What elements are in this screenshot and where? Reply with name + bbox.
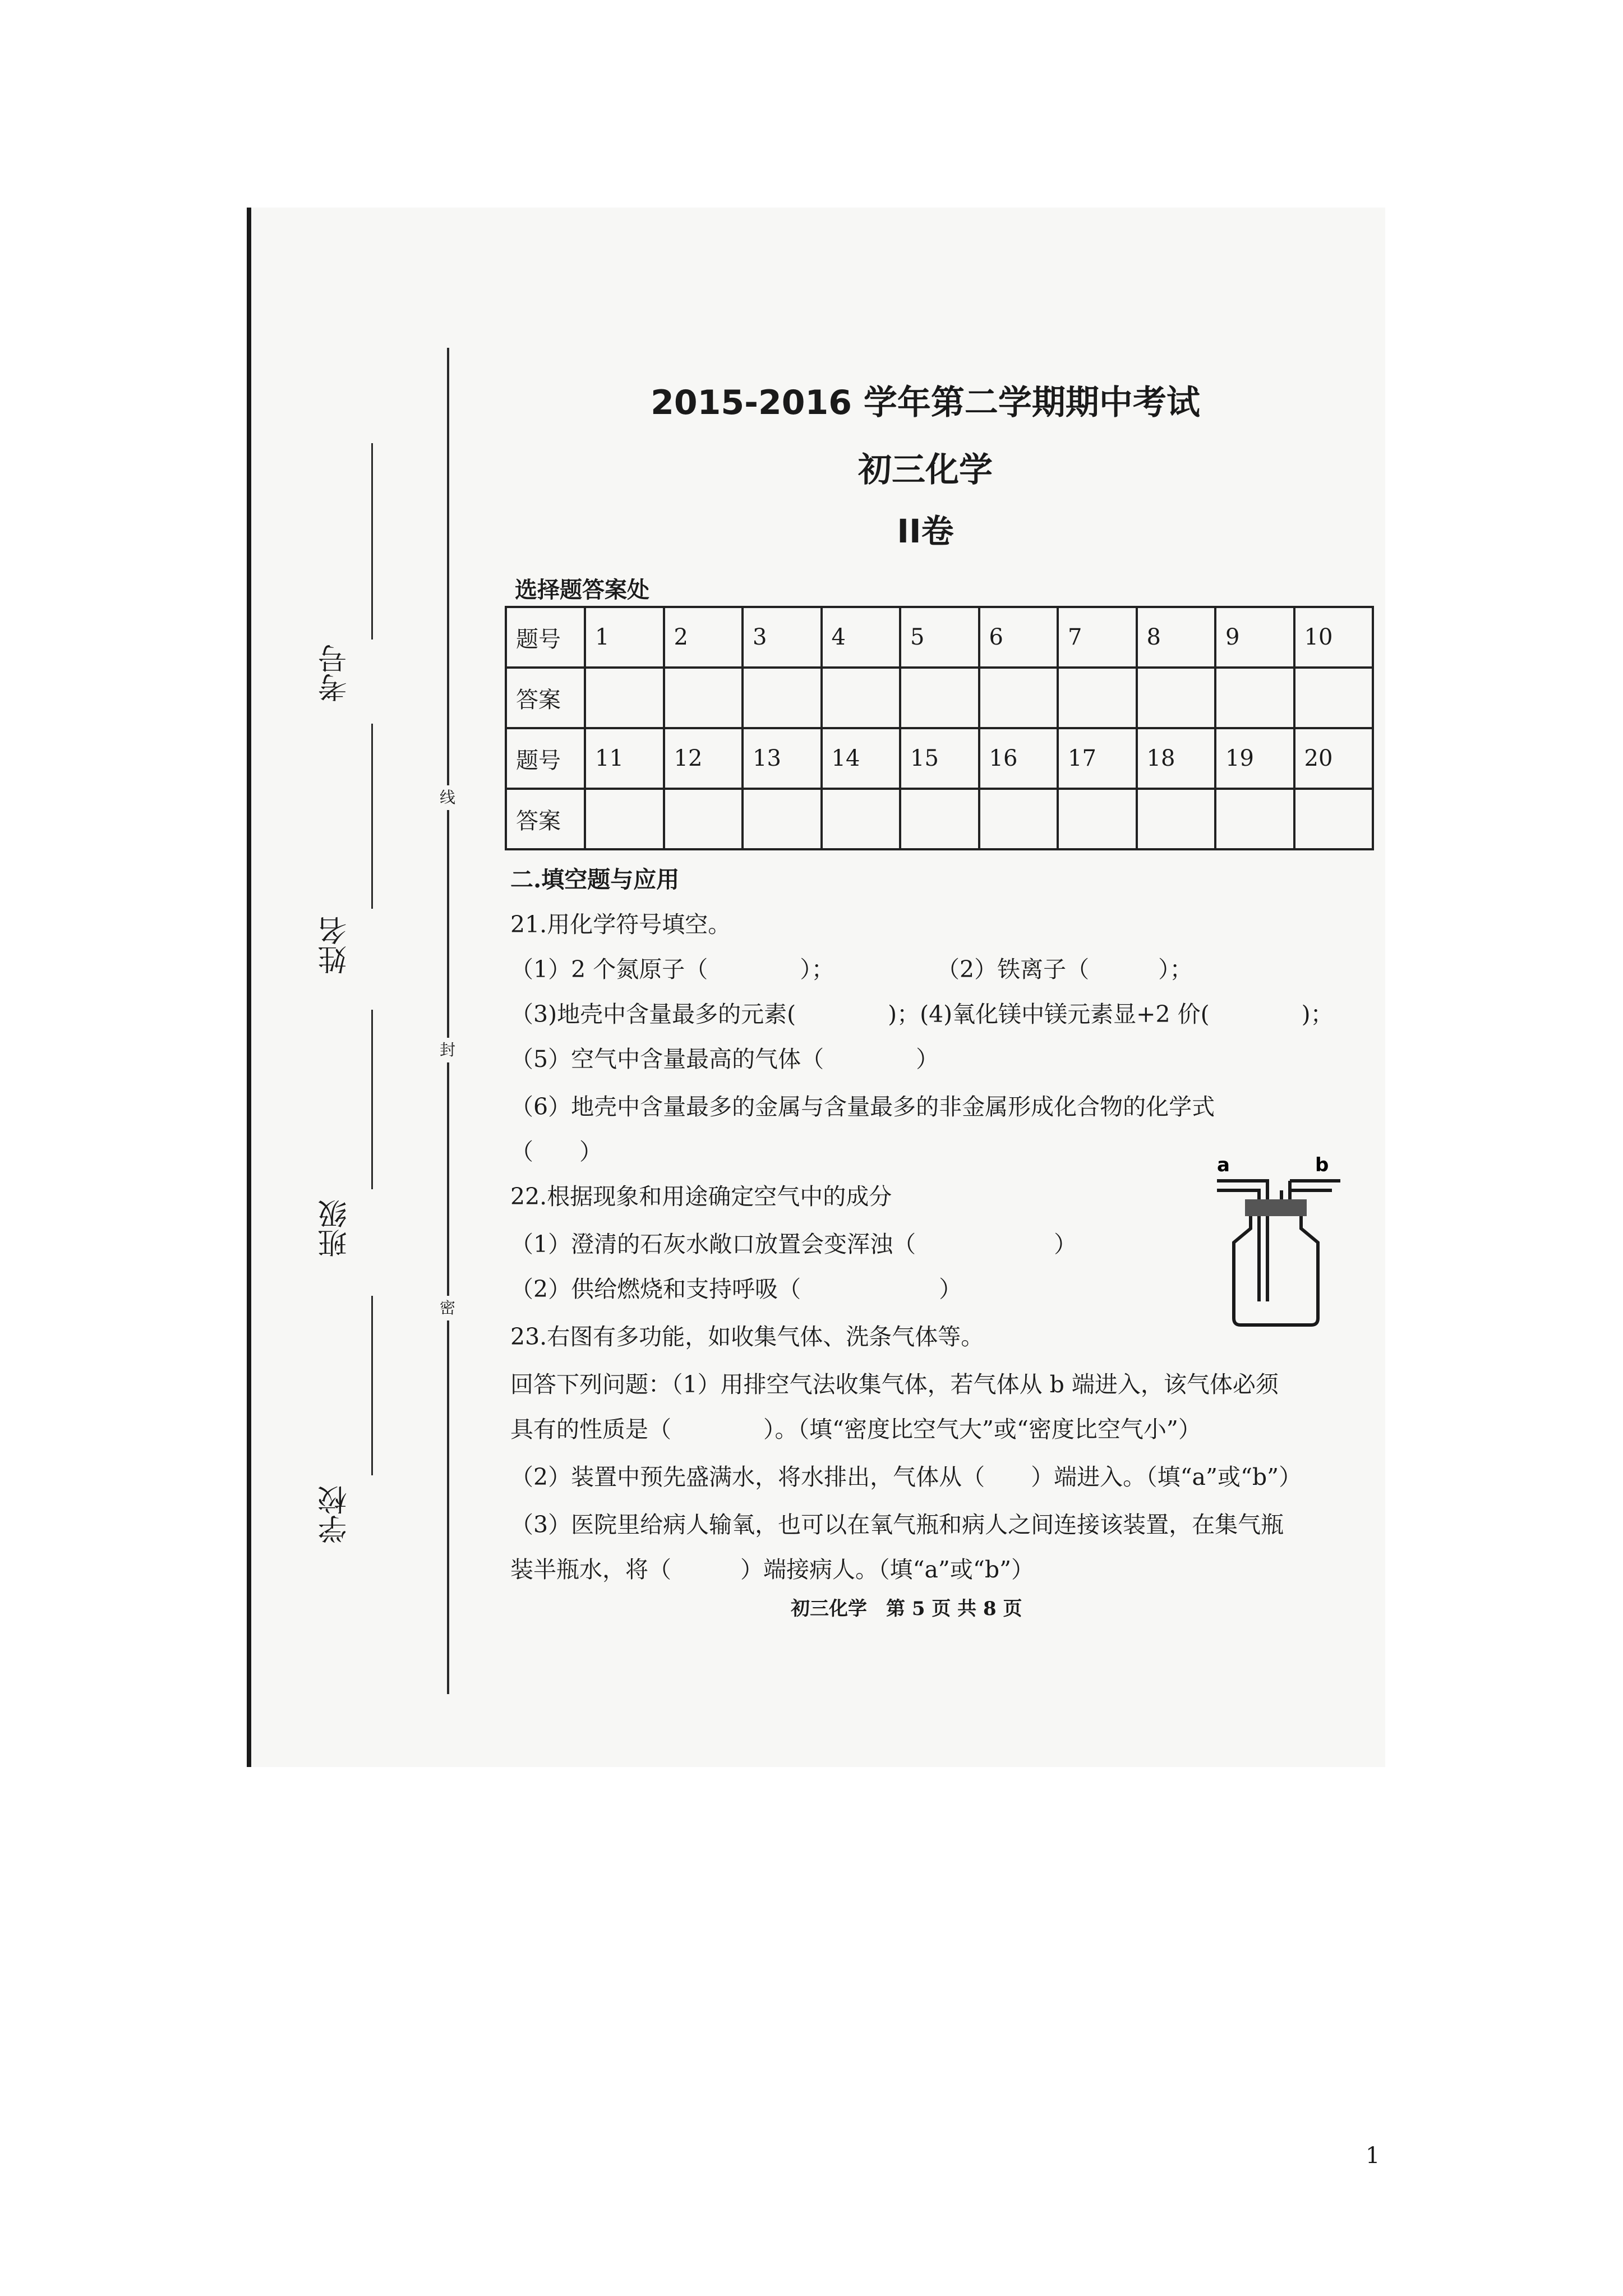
answer-grid-answer-row-1 (506, 668, 1373, 728)
answer-cell[interactable] (979, 789, 1058, 849)
answer-cell[interactable] (664, 668, 743, 728)
question-21: 21.用化学符号填空。 (510, 911, 731, 938)
bottle-stopper (1245, 1199, 1307, 1216)
answer-cell[interactable] (743, 668, 822, 728)
bottle-label-b: b (1315, 1154, 1329, 1176)
answer-cell[interactable] (585, 789, 664, 849)
answer-grid-number-row-2 (506, 728, 1373, 789)
question-number: 2 (664, 607, 743, 668)
question-number: 18 (1137, 728, 1216, 789)
side-field-xingming[interactable] (314, 724, 398, 982)
answer-cell[interactable] (1215, 668, 1294, 728)
question-23: 23.右图有多功能，如收集气体、洗条气体等。 (510, 1323, 984, 1350)
question-22-1: （1）澄清的石灰水敞口放置会变浑浊（ ） (510, 1231, 1077, 1258)
question-22: 22.根据现象和用途确定空气中的成分 (510, 1183, 892, 1210)
side-field-xuexiao[interactable] (314, 1296, 398, 1554)
answer-cell[interactable] (743, 789, 822, 849)
question-21-5: （5）空气中含量最高的气体（ ） (510, 1046, 939, 1073)
question-number: 19 (1215, 728, 1294, 789)
row-head-answer: 答案 (506, 668, 585, 728)
question-number: 11 (585, 728, 664, 789)
answer-cell[interactable] (1137, 668, 1216, 728)
gas-bottle-diagram (1206, 1150, 1346, 1329)
row-head-number: 题号 (506, 728, 585, 789)
answer-cell[interactable] (585, 668, 664, 728)
seal-char-feng: 封 (435, 1038, 460, 1062)
question-number: 16 (979, 728, 1058, 789)
volume-title: II卷 (897, 512, 954, 550)
question-number: 7 (1058, 607, 1137, 668)
answer-cell[interactable] (822, 789, 901, 849)
side-label-xuexiao: 学校 (319, 1485, 352, 1544)
seal-char-xian: 线 (435, 785, 460, 810)
exam-title: 2015-2016 学年第二学期期中考试 (651, 383, 1200, 422)
question-21-6: （6）地壳中含量最多的金属与含量最多的非金属形成化合物的化学式 (510, 1093, 1215, 1120)
answer-cell[interactable] (900, 789, 979, 849)
scan-left-edge (247, 208, 251, 1767)
question-23-line-5: 装半瓶水，将（ ）端接病人。（填“a”或“b”） (510, 1556, 1035, 1583)
page-number: 1 (1366, 2143, 1380, 2169)
side-label-banji: 班级 (319, 1199, 352, 1258)
question-number: 1 (585, 607, 664, 668)
binding-line (447, 348, 449, 1694)
side-field-banji[interactable] (314, 1010, 398, 1268)
question-number: 5 (900, 607, 979, 668)
question-22-2: （2）供给燃烧和支持呼吸（ ） (510, 1276, 962, 1303)
side-field-kaohao[interactable] (314, 443, 398, 707)
question-number: 6 (979, 607, 1058, 668)
answer-cell[interactable] (664, 789, 743, 849)
question-number: 12 (664, 728, 743, 789)
page-footer: 初三化学 第 5 页 共 8 页 (791, 1598, 1022, 1620)
question-number: 14 (822, 728, 901, 789)
row-head-number: 题号 (506, 607, 585, 668)
bottle-body (1234, 1216, 1318, 1325)
section-heading: 二.填空题与应用 (510, 866, 680, 893)
question-number: 15 (900, 728, 979, 789)
bottle-label-a: a (1217, 1154, 1230, 1176)
answer-cell[interactable] (1058, 668, 1137, 728)
question-number: 8 (1137, 607, 1216, 668)
side-label-kaohao: 考号 (319, 644, 352, 702)
question-21-2: （2）铁离子（ ）； (937, 956, 1193, 983)
answer-cell[interactable] (1294, 668, 1373, 728)
answer-grid-number-row-1 (506, 607, 1373, 668)
question-21-6-blank: （ ） (510, 1138, 602, 1165)
answer-cell[interactable] (1058, 789, 1137, 849)
question-21-3: （3)地壳中含量最多的元素( )；(4)氧化镁中镁元素显+2 价( )； (510, 1001, 1334, 1028)
question-number: 17 (1058, 728, 1137, 789)
row-head-answer: 答案 (506, 789, 585, 849)
question-number: 3 (743, 607, 822, 668)
question-number: 20 (1294, 728, 1373, 789)
question-number: 10 (1294, 607, 1373, 668)
seal-char-mi: 密 (435, 1296, 460, 1320)
question-number: 13 (743, 728, 822, 789)
question-21-1: （1）2 个氮原子（ ）； (510, 956, 834, 983)
answer-grid-answer-row-2 (506, 789, 1373, 849)
question-23-line-4: （3）医院里给病人输氧，也可以在氧气瓶和病人之间连接该装置，在集气瓶 (510, 1511, 1284, 1538)
question-number: 9 (1215, 607, 1294, 668)
question-23-line-2: 具有的性质是（ ）。（填“密度比空气大”或“密度比空气小”） (510, 1416, 1201, 1443)
answer-cell[interactable] (979, 668, 1058, 728)
question-23-line-1: 回答下列问题：（1）用排空气法收集气体，若气体从 b 端进入，该气体必须 (510, 1371, 1279, 1398)
answer-grid (505, 606, 1374, 850)
answer-cell[interactable] (900, 668, 979, 728)
answer-grid-label: 选择题答案处 (515, 577, 649, 603)
question-23-line-3: （2）装置中预先盛满水，将水排出，气体从（ ）端进入。（填“a”或“b”） (510, 1464, 1302, 1490)
answer-cell[interactable] (1294, 789, 1373, 849)
answer-cell[interactable] (1215, 789, 1294, 849)
question-number: 4 (822, 607, 901, 668)
answer-cell[interactable] (822, 668, 901, 728)
answer-cell[interactable] (1137, 789, 1216, 849)
side-label-xingming: 姓名 (319, 916, 352, 974)
subject-title: 初三化学 (858, 450, 993, 490)
